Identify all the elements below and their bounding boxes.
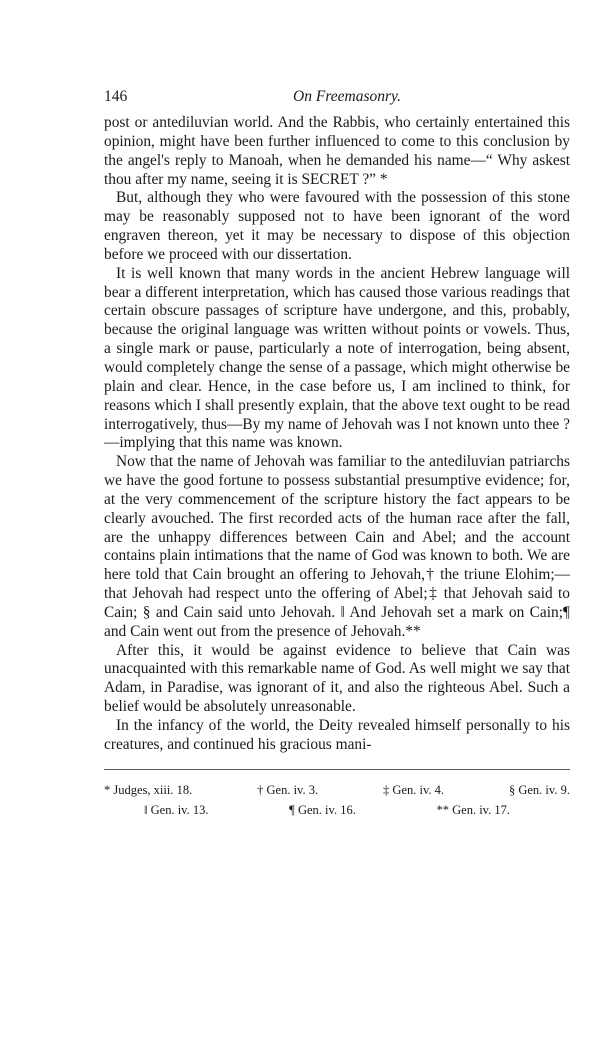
- running-title: On Freemasonry.: [293, 88, 401, 105]
- page-header: [104, 88, 570, 114]
- footnote-item: ¶ Gen. iv. 16.: [289, 802, 356, 817]
- footnote-item: ‡ Gen. iv. 4.: [383, 782, 445, 797]
- footnote-item: ** Gen. iv. 17.: [436, 802, 510, 817]
- footnote-item: § Gen. iv. 9.: [508, 782, 570, 797]
- footnotes: [104, 780, 570, 820]
- page-number: 146: [104, 88, 128, 105]
- footnote-item: * Judges, xiii. 18.: [104, 782, 193, 797]
- paragraph-4: Now that the name of Jehovah was familiar to the antediluvian patriarchs we have the good fortune to possess substantial presumptive evidence; for, at the very commencement of the scripture history the fact appears to be clearly avouched. The first recorded acts of the human race after the fall, are the unhappy differences between Cain and Abel; and the account contains plain intimations that the name of God was known to both. We are here told that Cain brought an offering to Jehovah,† the triune Elohim;—that Jehovah had respect unto the offering of Abel;‡ that Jehovah said to Cain; § and Cain said unto Jehovah. ‖ And Jehovah set a mark on Cain;¶ and Cain went out from the presence of Jehovah.**: [104, 453, 570, 640]
- paragraph-5: After this, it would be against evidence to believe that Cain was unacquainted with this remarkable name of God. As well might we say that Adam, in Paradise, was ignorant of it, and also the righteous Abel. Such a belief would be absolutely unreasonable.: [104, 641, 570, 716]
- footnote-rule: [104, 769, 570, 770]
- footnote-row: [104, 780, 570, 800]
- paragraph-3: It is well known that many words in the ancient Hebrew language will bear a different interpretation, which has caused those various readings that certain obscure passages of scripture have undergone, and this, probably, because the original language was written without points or vowels. Thus, a single mark or pause, particularly a note of interrogation, being absent, would completely change the sense of a passage, which might otherwise be plain and clear. Hence, in the case before us, I am inclined to think, for reasons which I shall presently explain, that the above text ought to be read interrogatively, thus—By my name of Jehovah was I not known unto thee ?—implying that this name was known.: [104, 264, 570, 452]
- paragraph-6: In the infancy of the world, the Deity revealed himself personally to his creatures, and continued his gracious mani-: [104, 717, 570, 753]
- footnote-item: ‖ Gen. iv. 13.: [144, 802, 209, 817]
- book-page: [104, 88, 570, 820]
- footnote-row: [104, 800, 570, 820]
- footnote-item: † Gen. iv. 3.: [257, 782, 319, 797]
- paragraph-1: post or antediluvian world. And the Rabbis, who certainly entertained this opinion, might have been further influenced to come to this conclusion by the angel's reply to Manoah, when he demanded his name—“ Why askest thou after my name, seeing it is SECRET ?” *: [104, 114, 570, 188]
- paragraph-2: But, although they who were favoured with the possession of this stone may be reasonably supposed not to have been ignorant of the word engraven thereon, yet it may be necessary to dispose of this objection before we proceed with our dissertation.: [104, 189, 570, 263]
- body-text: [104, 114, 570, 755]
